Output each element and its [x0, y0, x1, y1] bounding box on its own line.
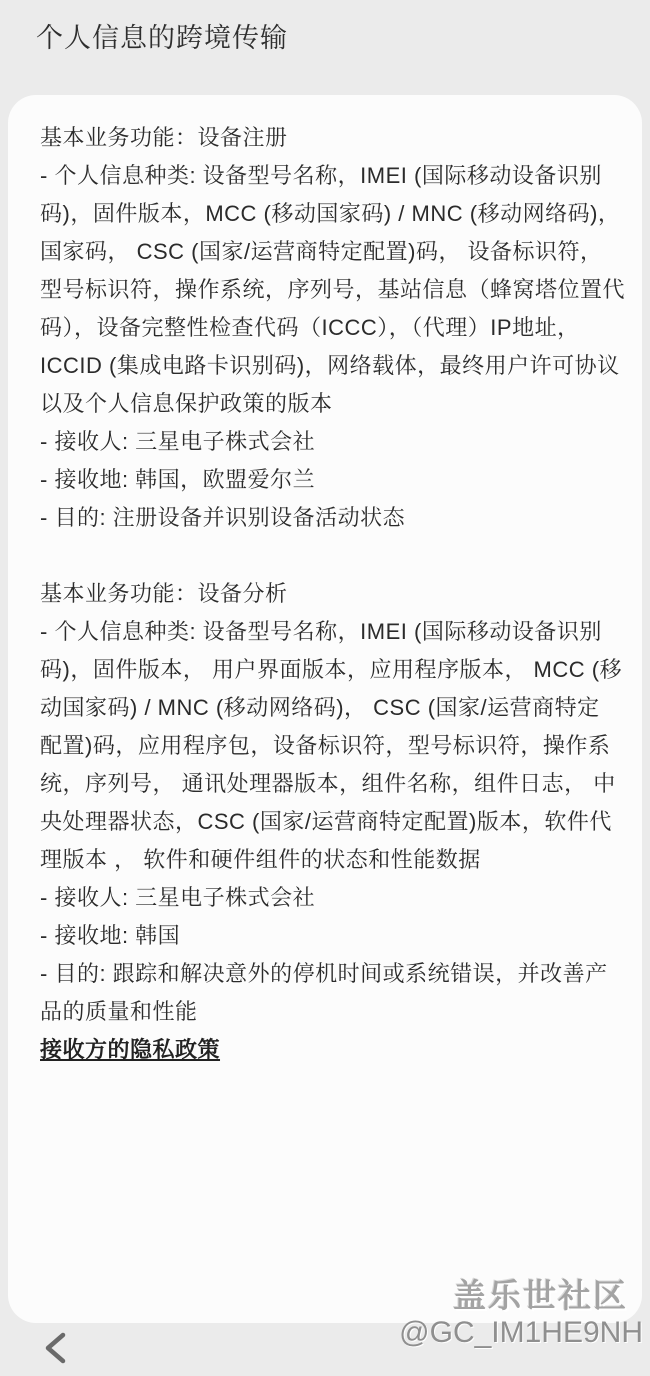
text-line: 码），设备完整性检查代码（ICCC），（代理）IP地址，: [40, 315, 580, 340]
text-line: 配置)码，应用程序包，设备标识符，型号标识符，操作系: [40, 733, 611, 758]
text-line: - 接收人: 三星电子株式会社: [40, 429, 316, 454]
page-title: 个人信息的跨境传输: [36, 23, 288, 53]
text-line: - 接收地: 韩国，欧盟爱尔兰: [40, 467, 316, 492]
recipient-privacy-policy-link[interactable]: 接收方的隐私政策: [40, 1037, 221, 1062]
content-card: [8, 95, 642, 1323]
text-line: - 个人信息种类: 设备型号名称，IMEI (国际移动设备识别: [40, 619, 602, 644]
text-line: 国家码， CSC (国家/运营商特定配置)码， 设备标识符，: [40, 239, 603, 264]
text-line: - 目的: 跟踪和解决意外的停机时间或系统错误，并改善产: [40, 961, 608, 986]
text-line: 央处理器状态，CSC (国家/运营商特定配置)版本，软件代: [40, 809, 612, 834]
watermark-community-text: 盖乐世社区: [453, 1277, 628, 1314]
section-heading: 基本业务功能：设备注册: [40, 125, 288, 150]
section-heading: 基本业务功能：设备分析: [40, 581, 288, 606]
text-line: 以及个人信息保护政策的版本: [40, 391, 333, 416]
text-line: - 目的: 注册设备并识别设备活动状态: [40, 505, 406, 530]
text-line: 码)，固件版本， 用户界面版本，应用程序版本， MCC (移: [40, 657, 623, 682]
text-line: 品的质量和性能: [40, 999, 198, 1024]
text-line: 码)，固件版本，MCC (移动国家码) / MNC (移动网络码)，: [40, 201, 621, 226]
text-line: - 个人信息种类: 设备型号名称，IMEI (国际移动设备识别: [40, 163, 602, 188]
text-line: 统，序列号， 通讯处理器版本，组件名称，组件日志， 中: [40, 771, 616, 796]
back-button[interactable]: [38, 1328, 72, 1368]
text-line: 型号标识符，操作系统，序列号，基站信息（蜂窝塔位置代: [40, 277, 626, 302]
text-line: - 接收人: 三星电子株式会社: [40, 885, 316, 910]
section-device-registration: [40, 119, 626, 537]
chevron-left-icon: [42, 1332, 69, 1364]
text-line: - 接收地: 韩国: [40, 923, 181, 948]
watermark-handle-text: @GC_IM1HE9NH: [399, 1316, 643, 1349]
text-line: 动国家码) / MNC (移动网络码)， CSC (国家/运营商特定: [40, 695, 600, 720]
section-device-analytics: [40, 575, 623, 1031]
bottom-nav-bar: [0, 1320, 650, 1376]
text-line: 理版本 ， 软件和硬件组件的状态和性能数据: [40, 847, 481, 872]
text-line: ICCID (集成电路卡识别码)，网络载体，最终用户许可协议: [40, 353, 620, 378]
